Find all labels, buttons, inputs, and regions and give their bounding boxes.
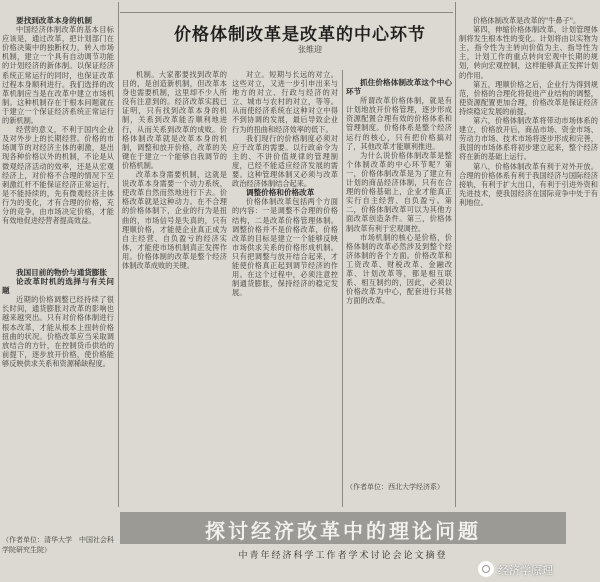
article-paragraph: 市场机制的核心是价格，价格体制的改革必然涉及到整个经济体制的各个方面。价格改革和工资改革、财税改革、金融改革、计划改革等，都是相互联系、相互制约的，因此，必须以价格改革为中心，配套进行其他方面的改革。 — [346, 232, 452, 306]
headline-rule — [120, 12, 453, 13]
article-paragraph: 对立。短期与长远的对立。这些对立，又进一步引申出来与地方的对立、行政与经济的对立、城市与农村的对立，等等。从而使经济系统在这种对立中得不到协调的发展，最后导致企业行为的扭曲和经济效率的低下。 — [232, 70, 338, 134]
article-paragraph: 改革本身需要机制，这就是说改革本身需要一个动力系统，使改革自然而然地进行下去。价格改革就是这种动力。在不合理的价格体制下，企业的行为是扭曲的，市场信号是失真的，只有理顺价格，才能使企业真正成为自主经营、自负盈亏的经济实体，才能使市场机制真正发挥作用。价格体制的改革是整个经济体制改革成败的关键。 — [122, 170, 227, 270]
column-divider — [342, 70, 343, 507]
watermark — [478, 560, 600, 578]
author-affiliation: （作者单位：清华大学 中国社会科学院研究生院） — [2, 536, 114, 554]
left-column-top — [2, 16, 114, 266]
article-paragraph: 第八，价格体制改革有利于对外开放。合理的价格体系有利于我国经济与国际经济接轨，有利于扩大出口，有利于引进外资和先进技术，使我国经济在国际竞争中处于有利地位。 — [459, 161, 598, 207]
right-column — [459, 16, 598, 506]
article-paragraph: 机制。大家都要找到改革的目的，是创造新机制，但改革本身也需要机制，这里却不少人所没有注意到的。经济改革实践已证明，只有找到改革本身的机制，关系到改革能否顺利地进行，从而关系到改革的成败。价格体制改革就是改革本身的机制，调整和放开价格，改革的关键在于建立一个能够自我调节的价格机制。 — [122, 70, 227, 170]
article-paragraph: 中国经济体制改革的基本目标应该是，通过改革，把计划部门在价格决策中的独断权力，转入市场机制，建立一个具有自动调节功能的计划经济的新体制。以保证经济系统正常运行的同时，也保证改革过程本身顺利进行。我们选择的改革机制应当是在改革中建立市场机制。这种机制存在于根本问题就在于建立一个保证经济系统正常运行的新机制。 — [2, 25, 114, 126]
article-paragraph: 价格体制改革是改革的"牛鼻子"。 — [473, 16, 581, 25]
watermark-logo-icon — [478, 561, 494, 577]
middle-left-column — [122, 70, 227, 505]
article-paragraph: 为什么说价格体制改革是整个体制改革的中心环节呢？第一，价格体制改革是为了建立有计划的商品经济体制，只有在合理的价格基础上，企业才能真正实行自主经营、自负盈亏。第二，价格体制改革可以为其他方面改革创造条件。第三，价格体制改革有利于宏观调控。 — [346, 150, 452, 233]
middle-column — [232, 70, 338, 505]
section-heading: 我国目前的物价与通货膨胀 — [16, 268, 108, 277]
section-heading: 要找到改革本身的机制 — [16, 16, 92, 25]
banner-subtitle: 中青年经济科学工作者学术讨论会论文摘登 — [238, 551, 448, 561]
section-heading: 调整价格和价格改革 — [246, 188, 315, 198]
right-middle-column — [346, 78, 452, 478]
article-paragraph: 所谓改革价格体制，就是有计划地放开价格管理，逐步形成资源配置合理有效的价格体系和管理制度。价格体系是整个经济运行的核心，只有把价格搞对了，其他改革才能顺利推进。 — [346, 96, 452, 151]
column-divider — [455, 2, 456, 507]
article-headline: 价格体制改革是改革的中心环节 — [174, 25, 426, 45]
article-paragraph: 第五，理顺价格之后，企业行为得到规范，价格的合理化将促进产业结构的调整，使资源配置更加合理，价格改革是保证经济持续稳定发展的前提。 — [459, 79, 598, 116]
watermark-text: 经济学原理 — [498, 564, 553, 577]
column-divider — [118, 2, 119, 507]
article-paragraph: 第六，价格体制改革将带动市场体系的建立，价格放开后，商品市场、资金市场、劳动力市场、技术市场将逐步形成和完善，我国的市场体系将初步建立起来，整个经济将在新的基础上运行。 — [459, 116, 598, 162]
section-banner — [120, 512, 566, 544]
author-affiliation: （作者单位：西北大学经济系） — [346, 483, 444, 491]
article-paragraph: 近期的价格调整已经持续了很长时间，通货膨胀对改革的影响也越来越突出。只有对价格体制进行根本改革，才能从根本上扭转价格扭曲的状况。价格改革应当采取调放结合的方针，在控制货币供给的前提下，逐步放开价格，使价格能够反映供求关系和资源稀缺程度。 — [2, 295, 114, 368]
section-heading: 抓住价格体制改革这个中心环节 — [346, 78, 452, 97]
article-author: 张维迎 — [298, 45, 322, 54]
article-paragraph: 经营的意义，不利于国内企业及对外步上的长期经营。价格的市场调节的对经济主体的刺激，是出现各种价格以外的机制，不论是从微观经济活动的效率，还是从宏观经济上，对价格不合理的情况下至刺激红杆不能保证经济正常运行，是不能持续的，先有微观经济主体行为的变化，才有合理的价格，充分的竞争，由市场决定价格，才能有效地促进经营者提高效益。 — [2, 125, 114, 226]
section-subheading: 论改革时机的选择与有关问题 — [2, 277, 114, 296]
article-paragraph: 价格体制改革包括两个方面的内容：一是调整不合理的价格结构，二是改革价格管理体制。调整价格并不是价格改革，价格改革的目标是建立一个能够反映市场供求关系的价格形成机制。只有把调整与放开结合起来，才能使价格真正起到调节经济的作用。在这个过程中，必须注意控制通货膨胀，保持经济的稳定发展。 — [232, 197, 338, 298]
article-paragraph: 第四，伸缩价格体制改革，计划管理体制将发生根本性的变化。计划将由以实物为主，指令性为主转向价值为主、指导性为主，计划工作的重点转向宏观中长期的规划，转向宏观控制，这样能够真正发挥计划的作用。 — [459, 25, 598, 80]
left-column-bottom — [2, 268, 114, 478]
banner-title: 探讨经济改革中的理论问题 — [205, 519, 481, 543]
article-paragraph: 我们现行的价格制度必须对应于改革的需要。以行政命令为主的、不讲价值规律的管理制度，已经不能适应经济发展的需要。这种管理体制又必须与改革政治经济体制结合起来。 — [232, 133, 338, 189]
